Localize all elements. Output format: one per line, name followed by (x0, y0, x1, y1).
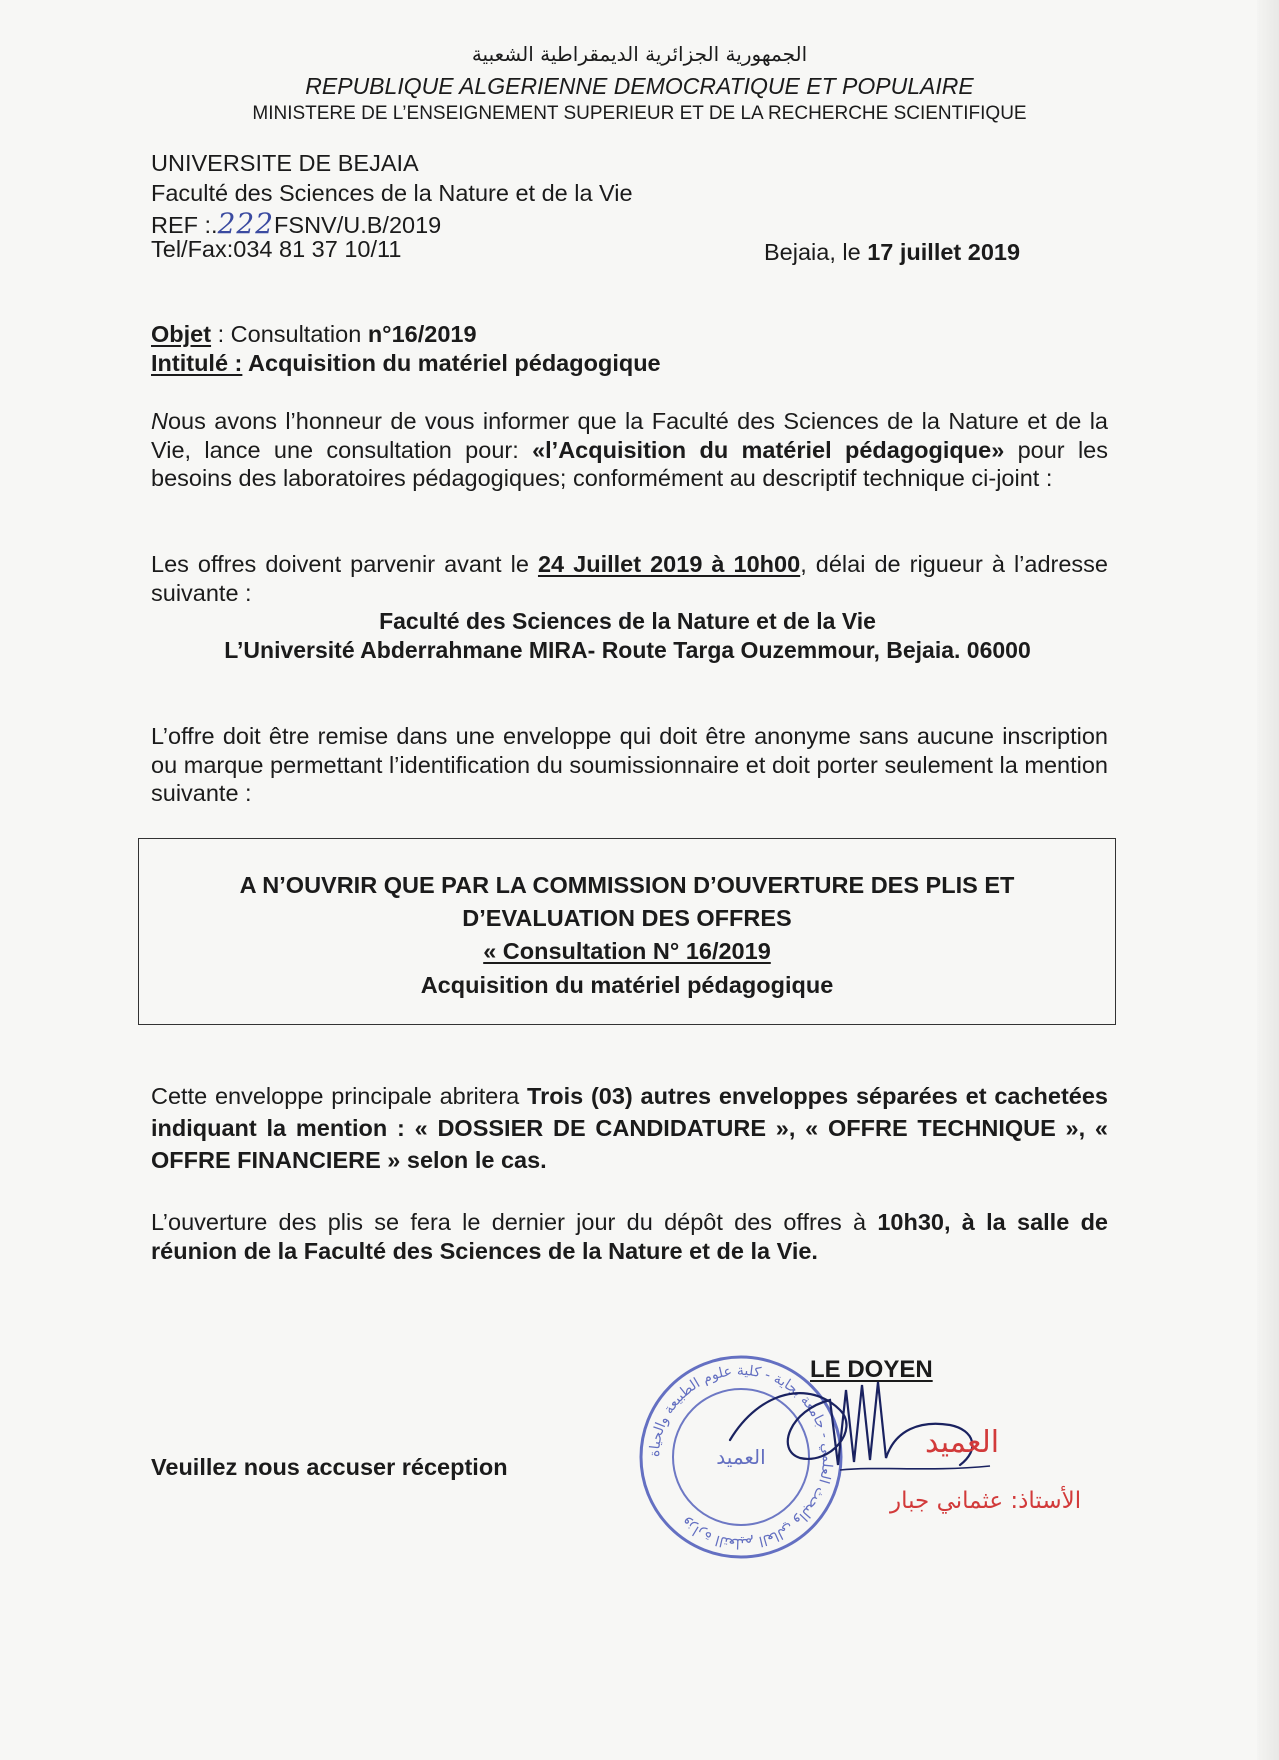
objet-label: Objet (151, 321, 212, 347)
para5-bold: 10h30, à la salle de réunion de la Faculté des Sciences de la Nature et de la Vie. (151, 1209, 1108, 1264)
dropcap-letter: N (151, 408, 168, 434)
paragraph-opening (151, 1208, 1108, 1266)
stamp-ring-text: وزارة التعليم العالي والبحث العلمي - جامعة بجاية - كلية علوم الطبيعة والحياة (646, 1362, 836, 1552)
para1-text-a: ous avons l’honneur de vous informer que la Faculté des Sciences de la Nature et de la Vie, lance une consultation pour: (151, 408, 1108, 463)
telfax: Tel/Fax:034 81 37 10/11 (151, 236, 402, 262)
date-value: 17 juillet 2019 (867, 239, 1021, 265)
box-line-1: A N’OUVRIR QUE PAR LA COMMISSION D’OUVERTURE DES PLIS ET (239, 872, 1015, 898)
para2-text-b: , délai de rigueur à l’adresse suivante : (151, 551, 1108, 606)
university-name: UNIVERSITE DE BEJAIA (151, 150, 419, 176)
objet-line (151, 321, 477, 348)
intitule-line (151, 350, 661, 377)
paragraph-deadline (151, 550, 1108, 607)
para2-text-a: Les offres doivent parvenir avant le (151, 551, 538, 577)
acknowledge-request: Veuillez nous accuser réception (151, 1454, 508, 1480)
arabic-dean-title: العميد (925, 1425, 1000, 1460)
objet-sep: : (211, 321, 231, 347)
paragraph-invitation (151, 407, 1108, 493)
intitule-label: Intitulé : (151, 350, 243, 376)
stamp-center-text: العميد (716, 1445, 766, 1469)
para4-text-a: Cette enveloppe principale abritera (151, 1083, 528, 1109)
arabic-dean-name: الأستاذ: عثماني جبار (890, 1488, 1082, 1514)
deadline: 24 Juillet 2019 à 10h00 (537, 551, 801, 577)
paragraph-envelope: L’offre doit être remise dans une enveloppe qui doit être anonyme sans aucune inscription ou marque permettant l’identification du soumissionnaire et doit porter seulement la mention suivante : (151, 723, 1108, 806)
ref-number-handwritten: 222 (217, 207, 275, 240)
paragraph-inner-envelopes (151, 1080, 1108, 1176)
para1-bold: «l’Acquisition du matériel pédagogique» (532, 436, 1005, 463)
para1-text-b: pour les besoins des laboratoires pédagogiques; conformément au descriptif technique ci-joint : (151, 436, 1108, 491)
box-line-2: D’EVALUATION DES OFFRES (462, 905, 792, 931)
para4-bold: Trois (03) autres enveloppes séparées et cachetées indiquant la mention : « DOSSIER DE CANDIDATURE », « OFFRE TECHNIQUE », « OFFRE FINANCIERE » selon le cas. (151, 1083, 1108, 1173)
date-prefix: Bejaia, le (764, 239, 868, 265)
republic-heading: REPUBLIQUE ALGERIENNE DEMOCRATIQUE ET POPULAIRE (305, 73, 974, 99)
box-line-4: Acquisition du matériel pédagogique (420, 972, 834, 998)
ref-suffix: FSNV/U.B/2019 (274, 212, 442, 238)
arabic-republic-heading: الجمهورية الجزائرية الديمقراطية الشعبية (471, 42, 808, 66)
intitule-text: Acquisition du matériel pédagogique (242, 350, 661, 376)
signatory-title: LE DOYEN (810, 1356, 933, 1383)
address-line-1: Faculté des Sciences de la Nature et de la Vie (379, 608, 876, 634)
page-edge (1257, 0, 1279, 1760)
date-line (764, 239, 1020, 266)
box-line-3: « Consultation N° 16/2019 (483, 938, 771, 964)
objet-number: n°16/2019 (367, 321, 477, 347)
para5-text-a: L’ouverture des plis se fera le dernier jour du dépôt des offres à (151, 1209, 878, 1235)
objet-text: Consultation (230, 321, 368, 347)
faculty-name: Faculté des Sciences de la Nature et de la Vie (151, 180, 633, 206)
ref-prefix: REF :. (151, 212, 218, 238)
ministry-heading: MINISTERE DE L’ENSEIGNEMENT SUPERIEUR ET DE LA RECHERCHE SCIENTIFIQUE (252, 103, 1027, 124)
address-line-2: L’Université Abderrahmane MIRA- Route Targa Ouzemmour, Bejaia. 06000 (224, 637, 1031, 663)
